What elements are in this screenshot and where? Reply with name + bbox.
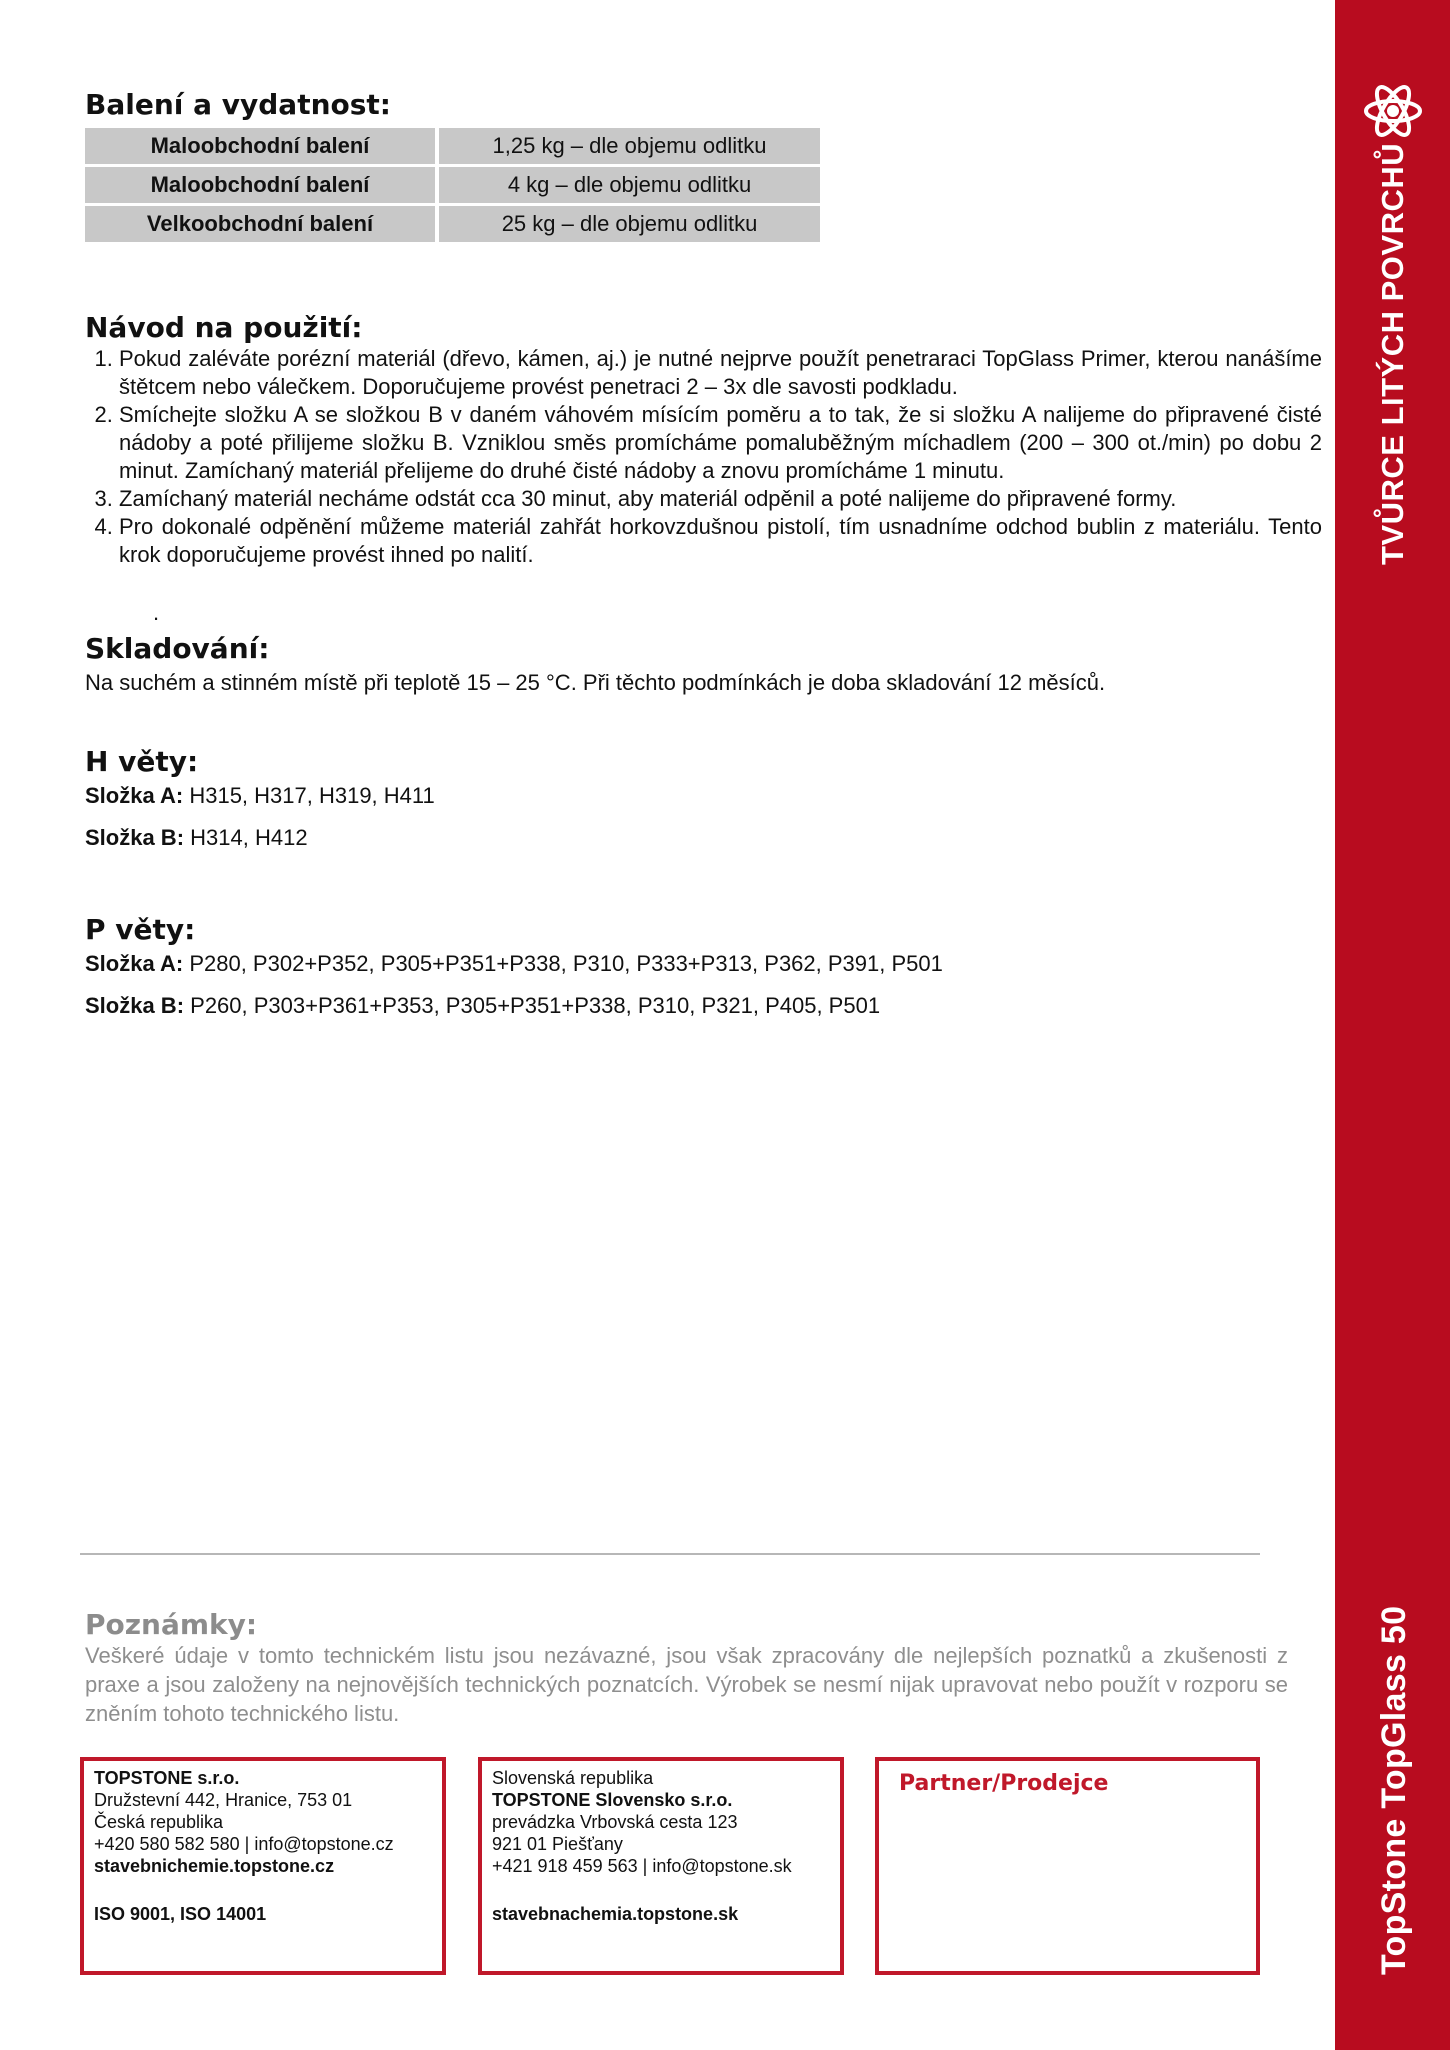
p-phrases-b (85, 993, 880, 1019)
notes-text: Veškeré údaje v tomto technickém listu jsou nezávazné, jsou však zpracovány dle nejlepších poznatků a zkušenosti z praxe a jsou založeny na nejnovějších technických poznatcích. Výrobek se nesmí nijak upravovat nebo použít v rozporu se zněním tohoto technického listu. (85, 1643, 1288, 1726)
packaging-value: 1,25 kg – dle objemu odlitku (439, 128, 820, 164)
partner-label: Partner/Prodejce (899, 1771, 1109, 1796)
component-b-label: Složka B: (85, 993, 185, 1018)
iso-certification: ISO 9001, ISO 14001 (94, 1904, 267, 1924)
component-b-value: P260, P303+P361+P353, P305+P351+P338, P310, P321, P405, P501 (184, 993, 881, 1018)
partner-box (875, 1757, 1260, 1975)
h-phrases-b (85, 825, 308, 851)
address: prevádzka Vrbovská cesta 123 (492, 1812, 738, 1832)
instructions-title: Návod na použití: (85, 311, 363, 344)
storage-text: Na suchém a stinném místě při teplotě 15 – 25 °C. Při těchto podmínkách je doba skladování 12 měsíců. (85, 670, 1106, 695)
address: Družstevní 442, Hranice, 753 01 (94, 1790, 353, 1810)
component-b-label: Složka B: (85, 825, 185, 850)
packaging-value: 25 kg – dle objemu odlitku (439, 206, 820, 242)
h-phrases-title: H věty: (85, 745, 199, 778)
sidebar-product-name: TopStone TopGlass 50 (1375, 1605, 1413, 1975)
component-b-value: H314, H412 (184, 825, 308, 850)
company-name: TOPSTONE Slovensko s.r.o. (492, 1790, 733, 1810)
storage-title: Skladování: (85, 632, 270, 665)
list-item: 4. Pro dokonalé odpěnění můžeme materiál zahřát horkovzdušnou pistolí, tím usnadníme odchod bublin z materiálu. Tento krok doporučujeme provést ihned po nalití. (119, 513, 1322, 569)
country: Česká republika (94, 1812, 224, 1832)
packaging-table (81, 125, 824, 245)
packaging-label: Velkoobchodní balení (85, 206, 435, 242)
city: 921 01 Piešťany (492, 1834, 623, 1854)
stray-dot: . (153, 600, 160, 625)
list-item: 2. Smíchejte složku A se složkou B v daném váhovém mísícím poměru a to tak, že si složku A nalijeme do připravené čisté nádoby a poté přilijeme složku B. Vzniklou směs promícháme pomaluběžným míchadlem (200 – 300 ot./min) po dobu 2 minut. Zamíchaný materiál přelijeme do druhé čisté nádoby a znovu promícháme 1 minutu. (119, 401, 1322, 485)
phone-email: +421 918 459 563 | info@topstone.sk (492, 1856, 792, 1876)
contact-box-sk (478, 1757, 844, 1975)
packaging-label: Maloobchodní balení (85, 128, 435, 164)
table-row (85, 128, 820, 164)
brand-sidebar (1335, 0, 1450, 2050)
contact-box-cz (80, 1757, 446, 1975)
atom-logo-icon (1363, 78, 1423, 144)
phone-email: +420 580 582 580 | info@topstone.cz (94, 1834, 394, 1854)
table-row (85, 167, 820, 203)
component-a-label: Složka A: (85, 951, 184, 976)
packaging-label: Maloobchodní balení (85, 167, 435, 203)
list-item: 1. Pokud zaléváte porézní materiál (dřevo, kámen, aj.) je nutné nejprve použít penetraraci TopGlass Primer, kterou nanášíme štětcem nebo válečkem. Doporučujeme provést penetraci 2 – 3x dle savosti podkladu. (119, 345, 1322, 401)
notes-title: Poznámky: (85, 1608, 258, 1641)
packaging-title: Balení a vydatnost: (85, 88, 391, 121)
h-phrases-a (85, 783, 435, 809)
component-a-value: H315, H317, H319, H411 (183, 783, 435, 808)
p-phrases-a (85, 951, 943, 977)
website-link[interactable]: stavebnichemie.topstone.cz (94, 1856, 335, 1876)
packaging-value: 4 kg – dle objemu odlitku (439, 167, 820, 203)
p-phrases-title: P věty: (85, 913, 196, 946)
component-a-label: Složka A: (85, 783, 184, 808)
table-row (85, 206, 820, 242)
sidebar-tagline: TVŮRCE LITÝCH POVRCHŮ (1375, 142, 1410, 565)
company-name: TOPSTONE s.r.o. (94, 1768, 240, 1788)
website-link[interactable]: stavebnachemia.topstone.sk (492, 1904, 739, 1924)
component-a-value: P280, P302+P352, P305+P351+P338, P310, P333+P313, P362, P391, P501 (183, 951, 943, 976)
country: Slovenská republika (492, 1768, 654, 1788)
instructions-list (85, 345, 1322, 569)
list-item: 3. Zamíchaný materiál necháme odstát cca 30 minut, aby materiál odpěnil a poté nalijeme do připravené formy. (119, 485, 1322, 513)
section-divider (80, 1553, 1260, 1555)
